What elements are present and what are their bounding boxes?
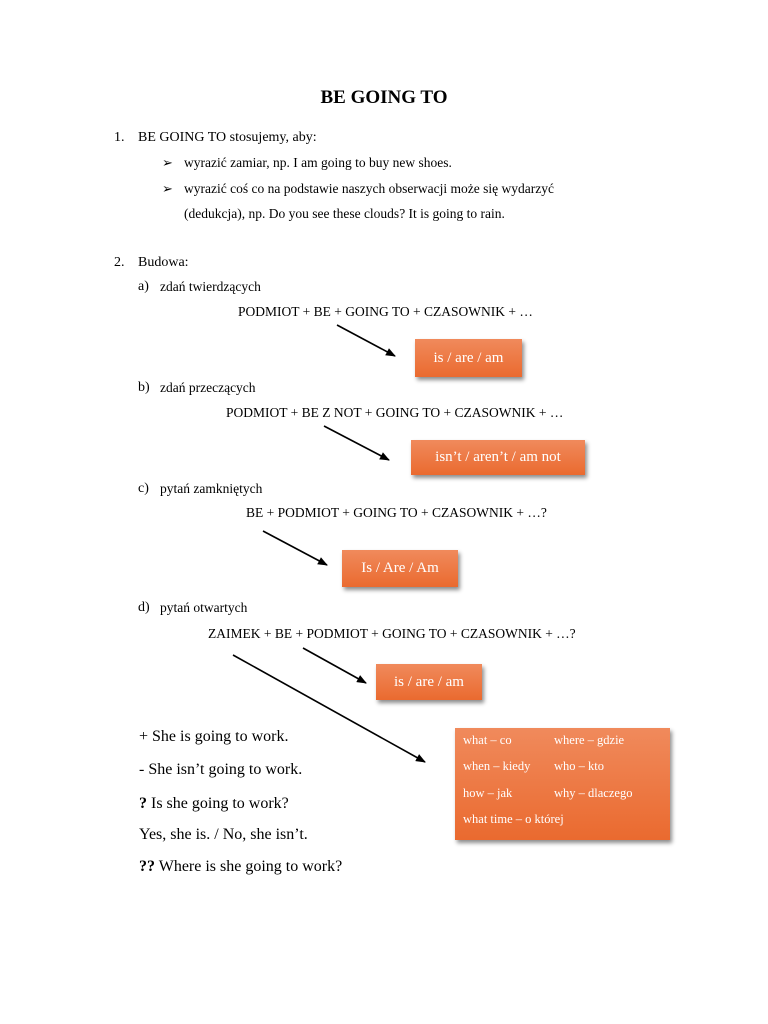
bullet-intention: wyrazić zamiar, np. I am going to buy new shoes. (184, 155, 452, 170)
bullet-deduction-continued: (dedukcja), np. Do you see these clouds? It is going to rain. (184, 206, 505, 221)
arrow-wh-be (303, 648, 366, 683)
example-negative-text: She isn’t going to work. (148, 761, 303, 778)
subsection-c-letter: c) (138, 481, 149, 496)
question-word: what time – o której (463, 812, 564, 826)
arrow-question (263, 531, 327, 565)
subsection-d-letter: d) (138, 600, 150, 615)
subsection-d-label: pytań otwartych (160, 600, 248, 615)
subsection-a-letter: a) (138, 279, 149, 294)
subsection-b-letter: b) (138, 380, 150, 395)
example-question (139, 795, 289, 813)
example-affirmative-text: She is going to work. (152, 728, 289, 745)
example-affirmative (139, 728, 288, 746)
section-2-number: 2. (114, 255, 125, 270)
double-question-sign: ?? (139, 858, 155, 875)
question-word: why – dlaczego (554, 786, 633, 800)
question-sign: ? (139, 795, 147, 812)
formula-affirmative: PODMIOT + BE + GOING TO + CZASOWNIK + … (238, 304, 533, 319)
section-1-heading: BE GOING TO stosujemy, aby: (138, 130, 317, 145)
be-forms-box-wh-question: is / are / am (376, 664, 482, 700)
arrow-affirmative (337, 325, 395, 356)
formula-yes-no-question: BE + PODMIOT + GOING TO + CZASOWNIK + …? (246, 505, 547, 520)
question-word: where – gdzie (554, 733, 625, 747)
page-title: BE GOING TO (320, 87, 448, 108)
be-forms-box-affirmative: is / are / am (415, 339, 522, 377)
plus-sign: + (139, 728, 149, 745)
be-forms-box-question: Is / Are / Am (342, 550, 458, 587)
be-forms-box-negative: isn’t / aren’t / am not (411, 440, 585, 475)
subsection-b-label: zdań przeczących (160, 380, 256, 395)
formula-wh-question: ZAIMEK + BE + PODMIOT + GOING TO + CZASOWNIK + …? (208, 626, 576, 641)
subsection-c-label: pytań zamkniętych (160, 481, 263, 496)
section-1-number: 1. (114, 130, 125, 145)
subsection-a-label: zdań twierdzących (160, 279, 261, 294)
arrow-bullet-icon: ➢ (162, 181, 173, 196)
question-word: when – kiedy (463, 759, 531, 773)
formula-negative: PODMIOT + BE Z NOT + GOING TO + CZASOWNIK + … (226, 405, 564, 420)
example-negative (139, 761, 302, 779)
example-wh-question (139, 858, 342, 876)
example-wh-question-text: Where is she going to work? (158, 858, 343, 875)
example-short-answers: Yes, she is. / No, she isn’t. (139, 826, 308, 843)
minus-sign: - (139, 761, 145, 778)
example-question-text: Is she going to work? (151, 795, 289, 812)
question-word: who – kto (554, 759, 604, 773)
bullet-deduction: wyrazić coś co na podstawie naszych obserwacji może się wydarzyć (184, 181, 554, 196)
section-2-heading: Budowa: (138, 255, 189, 270)
arrow-bullet-icon: ➢ (162, 155, 173, 170)
question-word: how – jak (463, 786, 513, 800)
arrow-negative (324, 426, 389, 460)
question-word: what – co (463, 733, 512, 747)
